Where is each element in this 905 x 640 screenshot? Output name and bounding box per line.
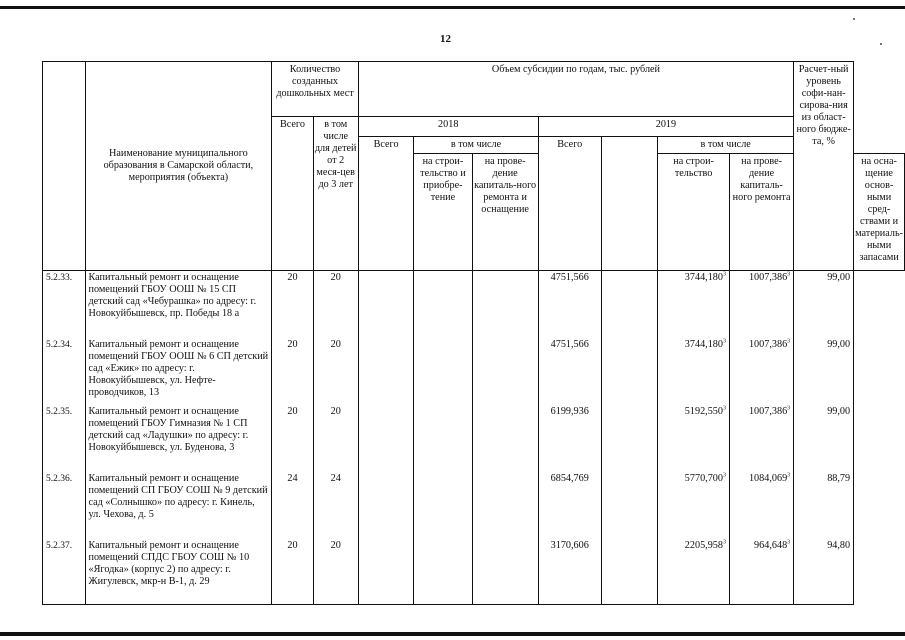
row-places-total: 20 <box>272 405 313 472</box>
row-repair-2019: 3744,180$^3$ <box>658 338 730 405</box>
header-construction-2018: на строи-тельство и приобре-тение <box>414 154 472 271</box>
row-equipment-2019: 964,648$^3$ <box>729 539 793 605</box>
table-header <box>43 62 905 271</box>
row-equipment-2019: 1007,386$^3$ <box>729 271 793 339</box>
top-border-rule <box>0 6 905 9</box>
header-row-number <box>43 62 86 271</box>
header-subsidy: Объем субсидии по годам, тыс. рублей <box>358 62 793 117</box>
row-places-total: 20 <box>272 539 313 605</box>
page-number: 12 <box>440 33 451 45</box>
table-row <box>43 472 905 539</box>
header-repair-2018: на прове-дение капиталь-ного ремонта и оснащение <box>472 154 538 271</box>
row-equipment-2019: 1007,386$^3$ <box>729 405 793 472</box>
row-places-total: 20 <box>272 338 313 405</box>
table-row <box>43 271 905 339</box>
row-repair-2019: 5770,700$^3$ <box>658 472 730 539</box>
row-places-under3: 24 <box>313 472 358 539</box>
row-total-2019: 6854,769 <box>538 472 601 539</box>
row-number: 5.2.35. <box>43 405 86 472</box>
header-repair-2019: на прове-дение капиталь-ного ремонта <box>729 154 793 271</box>
row-number: 5.2.37. <box>43 539 86 605</box>
row-places-under3: 20 <box>313 405 358 472</box>
row-name: Капитальный ремонт и оснащение помещений СПДС ГБОУ СОШ № 10 «Ягодка» (корпус 2) по адресу: г. Жигулевск, мкр-н В-1, д. 29 <box>85 539 272 605</box>
row-total-2019: 4751,566 <box>538 338 601 405</box>
table-row <box>43 338 905 405</box>
row-rate: 94,80 <box>794 539 854 605</box>
row-rate: 99,00 <box>794 338 854 405</box>
row-total-2019: 4751,566 <box>538 271 601 339</box>
row-name: Капитальный ремонт и оснащение помещений СП ГБОУ СОШ № 9 детский сад «Солнышко» по адресу: г. Кинель, ул. Чехова, д. 5 <box>85 472 272 539</box>
row-number: 5.2.36. <box>43 472 86 539</box>
header-total-2019: Всего <box>538 137 601 271</box>
row-number: 5.2.33. <box>43 271 86 339</box>
header-total-2018: Всего <box>358 137 414 271</box>
header-construction-2019: на строи-тельство <box>658 154 730 271</box>
row-total-2019: 3170,606 <box>538 539 601 605</box>
header-empty-2019 <box>601 137 657 271</box>
row-places-under3: 20 <box>313 271 358 339</box>
header-equipment-2019: на осна-щение основ-ными сред-ствами и материаль-ными запасами <box>854 154 905 271</box>
row-rate: 99,00 <box>794 405 854 472</box>
row-rate: 88,79 <box>794 472 854 539</box>
row-repair-2019: 5192,550$^3$ <box>658 405 730 472</box>
row-places-total: 20 <box>272 271 313 339</box>
row-rate: 99,00 <box>794 271 854 339</box>
row-number: 5.2.34. <box>43 338 86 405</box>
row-name: Капитальный ремонт и оснащение помещений ГБОУ Гимназия № 1 СП детский сад «Ладушки» по адресу: г. Новокуйбышевск, ул. Буденова, 3 <box>85 405 272 472</box>
header-year-2019: 2019 <box>538 117 793 137</box>
header-incl-2018: в том числе <box>414 137 538 154</box>
table-row <box>43 539 905 605</box>
row-repair-2019: 2205,958$^3$ <box>658 539 730 605</box>
row-equipment-2019: 1084,069$^3$ <box>729 472 793 539</box>
row-total-2019: 6199,936 <box>538 405 601 472</box>
row-places-total: 24 <box>272 472 313 539</box>
row-places-under3: 20 <box>313 338 358 405</box>
row-places-under3: 20 <box>313 539 358 605</box>
header-places-total: Всего <box>272 117 313 271</box>
row-repair-2019: 3744,180$^3$ <box>658 271 730 339</box>
table-row <box>43 405 905 472</box>
bottom-border-rule <box>0 632 905 636</box>
header-name: Наименование муниципального образования в Самарской области, мероприятия (объекта) <box>85 62 272 271</box>
scan-speck <box>853 18 855 20</box>
subsidy-table <box>42 61 905 605</box>
header-cofinancing-rate: Расчет-ный уровень софи-нан-сирова-ния из област-ного бюдже-та, % <box>794 62 854 271</box>
header-places: Количество созданных дошкольных мест <box>272 62 359 117</box>
scan-speck <box>880 43 882 45</box>
header-places-under3: в том числе для детей от 2 меся-цев до 3 лет <box>313 117 358 271</box>
row-name: Капитальный ремонт и оснащение помещений ГБОУ ООШ № 6 СП детский сад «Ежик» по адресу: г. Новокуйбышевск, ул. Нефте-проводчиков, 13 <box>85 338 272 405</box>
header-incl-2019: в том числе <box>658 137 794 154</box>
row-equipment-2019: 1007,386$^3$ <box>729 338 793 405</box>
row-name: Капитальный ремонт и оснащение помещений ГБОУ ООШ № 15 СП детский сад «Чебурашка» по адресу: г. Новокуйбышевск, пр. Победы 18 а <box>85 271 272 339</box>
header-year-2018: 2018 <box>358 117 538 137</box>
